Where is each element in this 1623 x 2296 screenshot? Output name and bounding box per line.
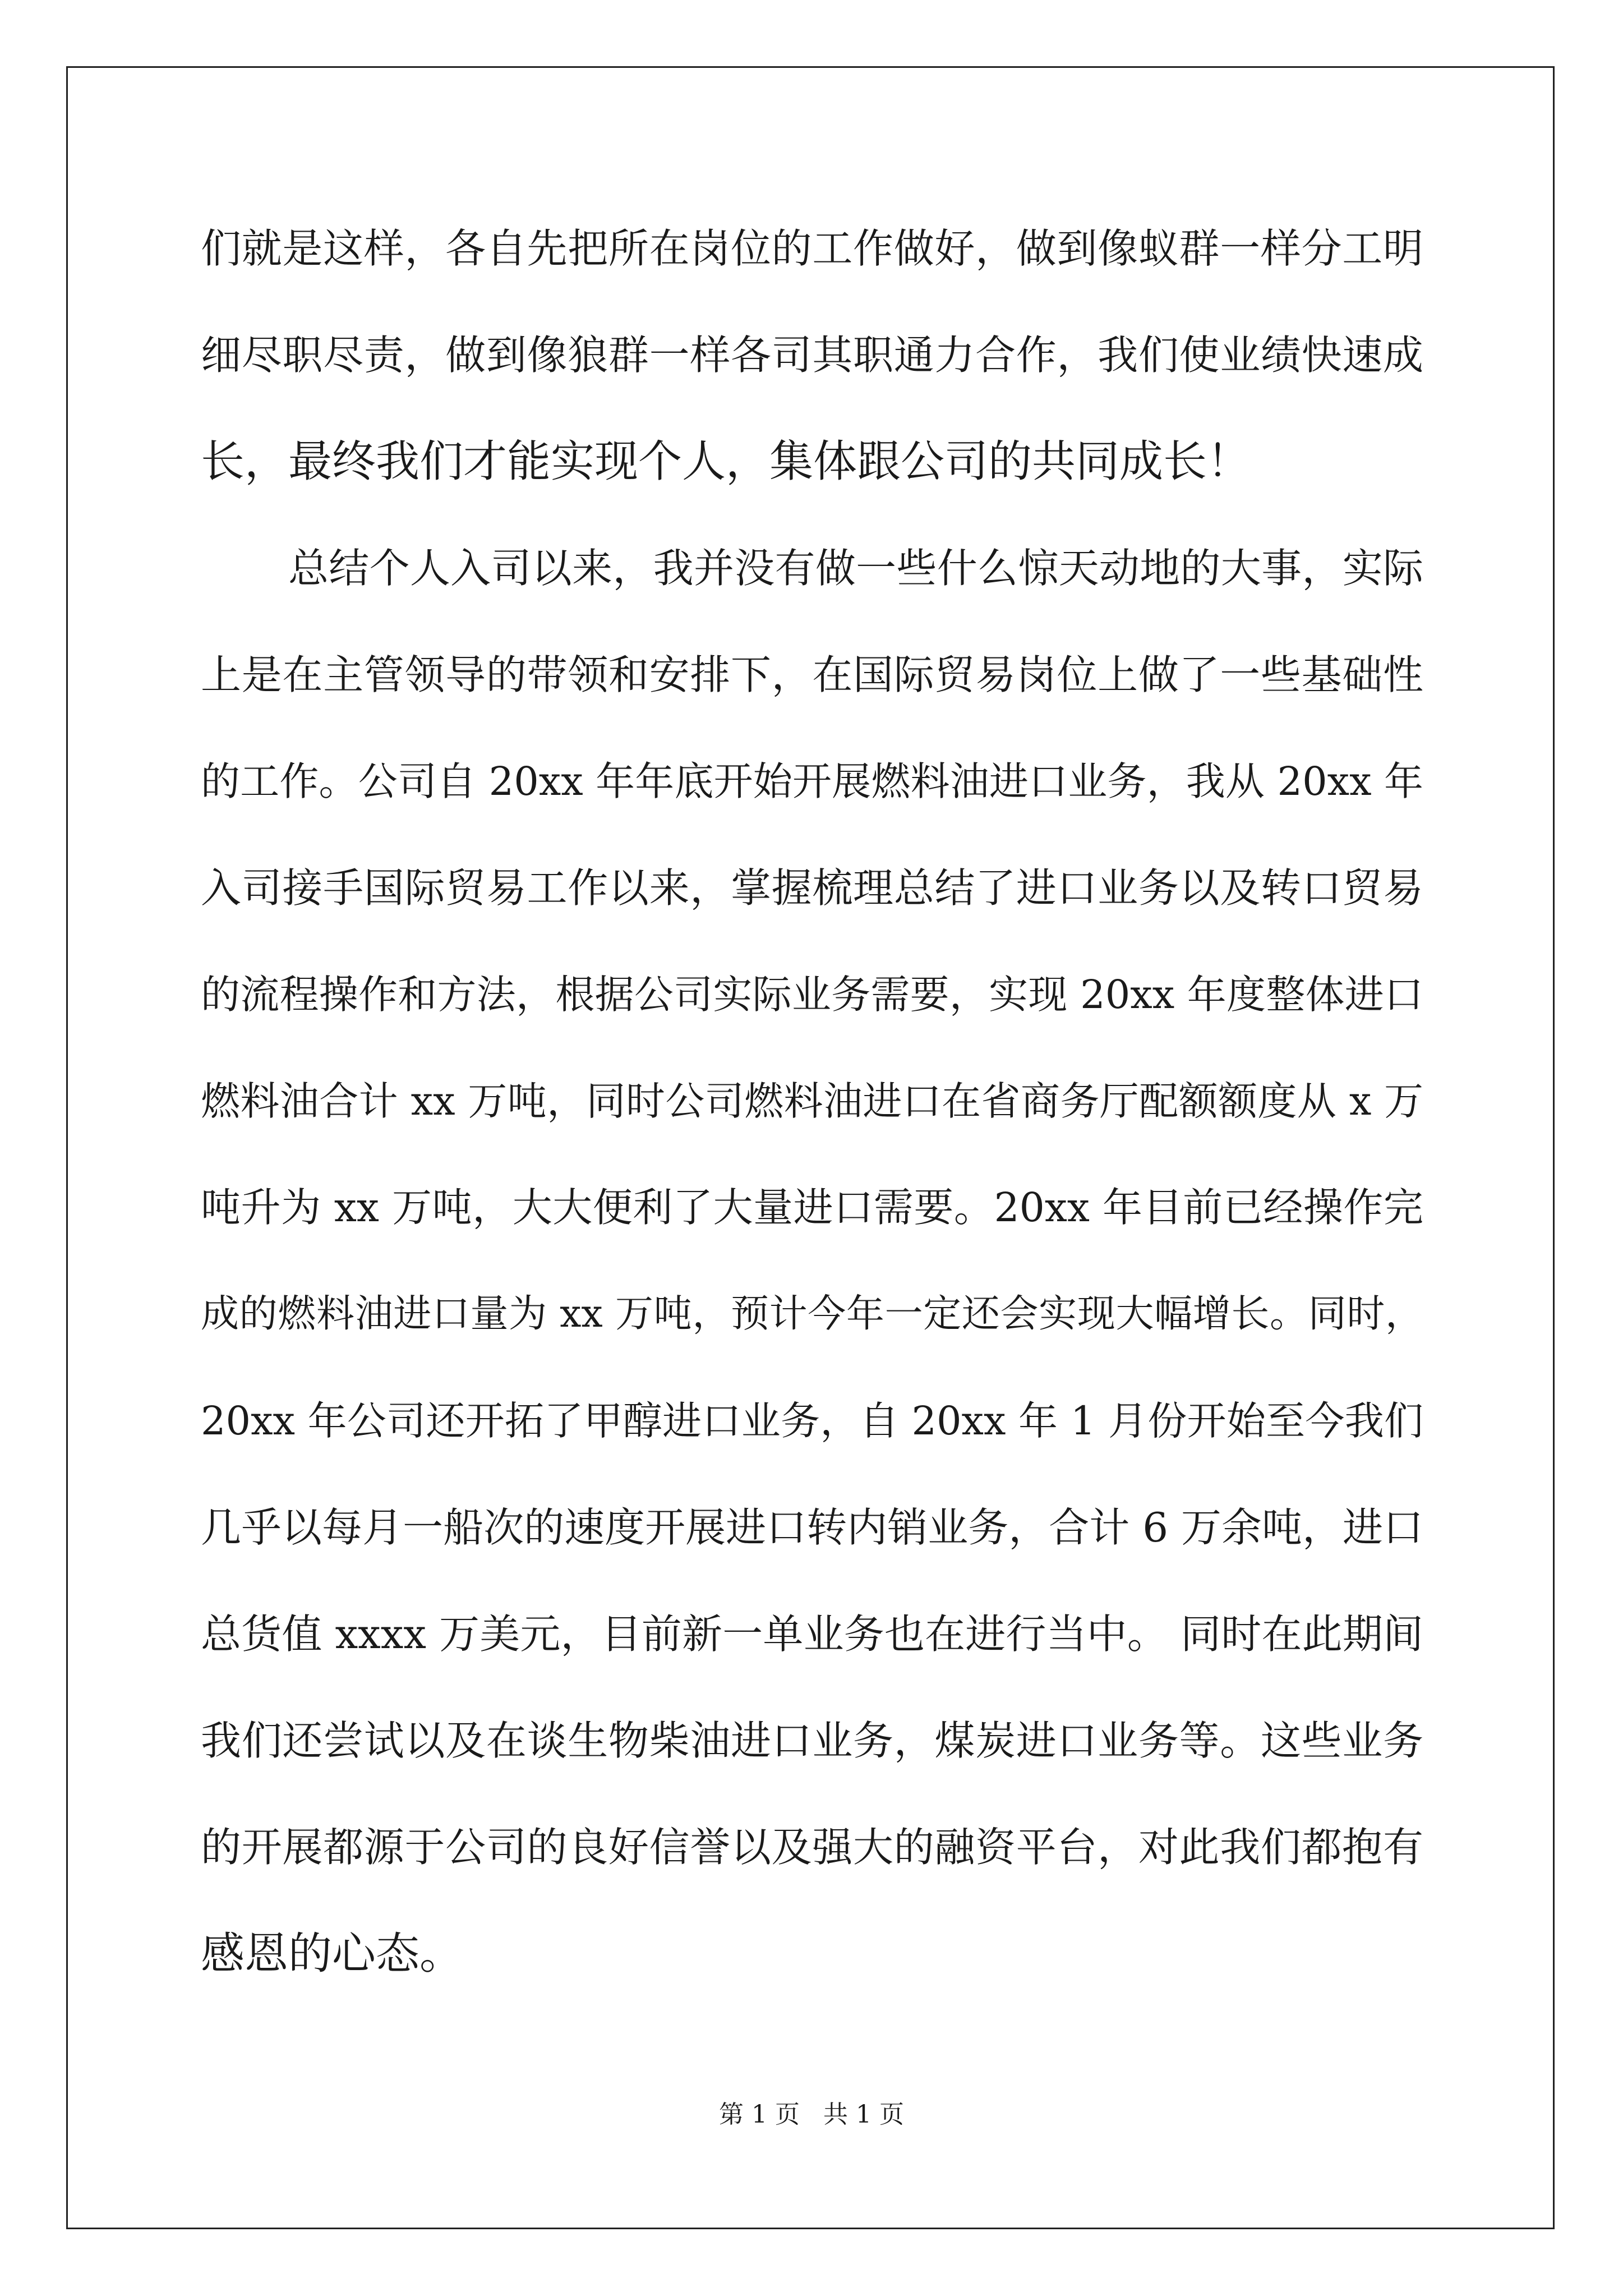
text-line: 们就是这样，各自先把所在岗位的工作做好，做到像蚁群一样分工明 xyxy=(201,225,1423,272)
text-line: 总货值 xxxx 万美元，目前新一单业务也在进行当中。 同时在此期间 xyxy=(201,1611,1423,1658)
text-line: 成的燃料油进口量为 xx 万吨，预计今年一定还会实现大幅增长。同时， xyxy=(201,1292,1423,1336)
page-footer: 第 1 页 共 1 页 xyxy=(719,2100,904,2129)
text-line: 上是在主管领导的带领和安排下，在国际贸易岗位上做了一些基础性 xyxy=(201,651,1423,698)
text-line: 入司接手国际贸易工作以来，掌握梳理总结了进口业务以及转口贸易 xyxy=(201,864,1423,912)
text-line: 吨升为 xx 万吨，大大便利了大量进口需要。20xx 年目前已经操作完 xyxy=(201,1184,1423,1231)
text-line: 的工作。公司自 20xx 年年底开始开展燃料油进口业务，我从 20xx 年 xyxy=(201,758,1423,804)
text-line: 燃料油合计 xx 万吨，同时公司燃料油进口在省商务厅配额额度从 x 万 xyxy=(201,1078,1423,1124)
text-line: 几乎以每月一船次的速度开展进口转内销业务，合计 6 万余吨，进口 xyxy=(201,1504,1423,1551)
text-line: 20xx 年公司还开拓了甲醇进口业务，自 20xx 年 1 月份开始至今我们 xyxy=(201,1398,1423,1444)
text-line: 总结个人入司以来，我并没有做一些什么惊天动地的大事，实际 xyxy=(288,545,1423,592)
document-body xyxy=(201,195,1423,2007)
text-line: 长，最终我们才能实现个人，集体跟公司的共同成长！ xyxy=(201,436,1251,487)
text-line: 细尽职尽责，做到像狼群一样各司其职通力合作，我们使业绩快速成 xyxy=(201,332,1423,379)
text-line: 的流程操作和方法，根据公司实际业务需要，实现 20xx 年度整体进口 xyxy=(201,972,1423,1018)
text-line: 感恩的心态。 xyxy=(201,1929,464,1979)
text-line: 我们还尝试以及在谈生物柴油进口业务，煤炭进口业务等。这些业务 xyxy=(201,1717,1423,1764)
text-line: 的开展都源于公司的良好信誉以及强大的融资平台，对此我们都抱有 xyxy=(201,1824,1423,1871)
